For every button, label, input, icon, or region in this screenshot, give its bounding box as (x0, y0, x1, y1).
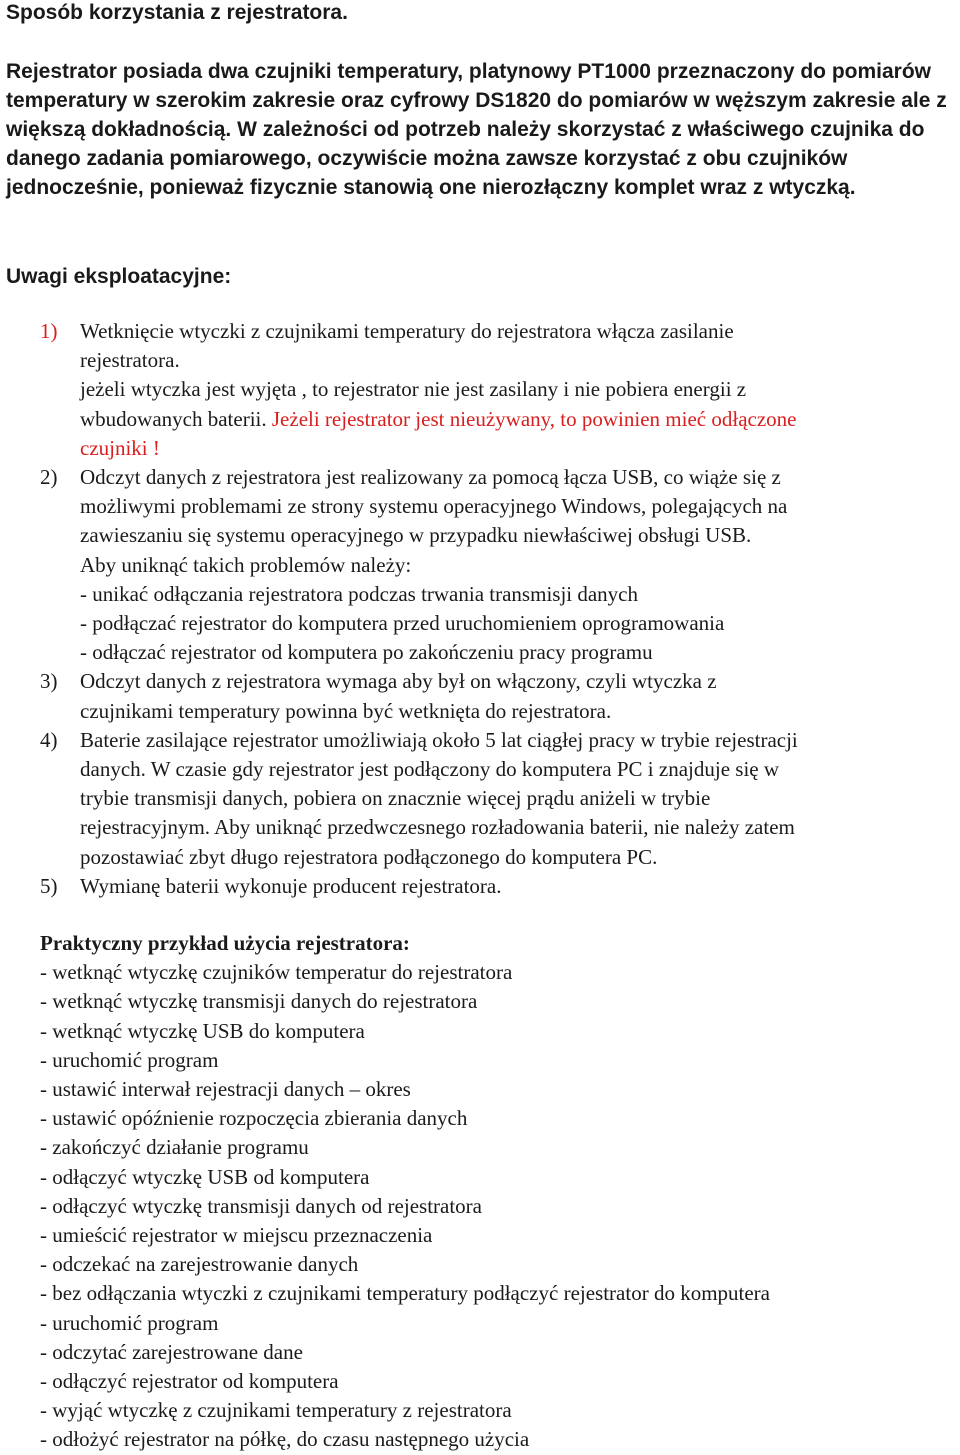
example-step: - wetknąć wtyczkę USB do komputera (40, 1018, 365, 1043)
note-item (40, 463, 955, 667)
notes-list (40, 317, 955, 901)
example-step: - odczytać zarejestrowane dane (40, 1339, 303, 1364)
example-step: - odłożyć rejestrator na półkę, do czasu następnego użycia (40, 1427, 530, 1452)
note-item (40, 872, 955, 901)
page-title: Sposób korzystania z rejestratora. (6, 1, 348, 24)
example-step: - ustawić interwał rejestracji danych – okres (40, 1077, 411, 1102)
note-line: trybie transmisji danych, pobiera on znacznie więcej prądu aniżeli w trybie (80, 786, 711, 811)
note-number: 3) (40, 669, 58, 694)
note-line: pozostawiać zbyt długo rejestratora podłączonego do komputera PC. (80, 844, 658, 869)
example-step: - odłączyć wtyczkę USB od komputera (40, 1164, 370, 1189)
note-text: wbudowanych baterii. (80, 406, 272, 431)
note-item (40, 667, 955, 725)
example-step: - umieścić rejestrator w miejscu przeznaczenia (40, 1223, 433, 1248)
example-step: - wetknąć wtyczkę transmisji danych do rejestratora (40, 989, 478, 1014)
intro-paragraph: Rejestrator posiada dwa czujniki temperatury, platynowy PT1000 przeznaczony do pomiarów temperatury w szerokim zakresie oraz cyfrowy DS1820 do pomiarów w węższym zakresie ale z większą dokładnością. W zależności od potrzeb należy skorzystać z właściwego czujnika do danego zadania pomiarowego, oczywiście można zawsze korzystać z obu czujników jednocześnie, ponieważ fizycznie stanowią one nierozłączny komplet wraz z wtyczką. (6, 60, 947, 199)
note-line: Wymianę baterii wykonuje producent rejestratora. (80, 873, 502, 898)
example-step: - ustawić opóźnienie rozpoczęcia zbierania danych (40, 1106, 468, 1131)
note-line: rejestratora. (80, 348, 180, 373)
example-step: - wetknąć wtyczkę czujników temperatur do rejestratora (40, 960, 513, 985)
example-step: - zakończyć działanie programu (40, 1135, 309, 1160)
example-section (40, 929, 940, 1455)
note-line: rejestracyjnym. Aby uniknąć przedwczesnego rozładowania baterii, nie należy zatem (80, 815, 795, 840)
note-line: danych. W czasie gdy rejestrator jest podłączony do komputera PC i znajduje się w (80, 757, 780, 782)
note-line: zawieszaniu się systemu operacyjnego w przypadku niewłaściwej obsługi USB. (80, 523, 752, 548)
note-line: - podłączać rejestrator do komputera przed uruchomieniem oprogramowania (80, 611, 725, 636)
note-line: - odłączać rejestrator od komputera po zakończeniu pracy programu (80, 640, 653, 665)
note-line: - unikać odłączania rejestratora podczas trwania transmisji danych (80, 581, 639, 606)
note-line: Odczyt danych z rejestratora jest realizowany za pomocą łącza USB, co wiąże się z (80, 465, 781, 490)
note-item (40, 726, 955, 872)
example-step: - bez odłączania wtyczki z czujnikami temperatury podłączyć rejestrator do komputera (40, 1281, 770, 1306)
note-number: 1) (40, 319, 58, 343)
note-line: Wetknięcie wtyczki z czujnikami temperatury do rejestratora włącza zasilanie (80, 319, 734, 343)
note-number: 4) (40, 727, 58, 752)
note-number: 2) (40, 465, 58, 490)
note-line: Odczyt danych z rejestratora wymaga aby był on włączony, czyli wtyczka z (80, 669, 717, 694)
example-step: - odłączyć rejestrator od komputera (40, 1369, 339, 1394)
note-line: jeżeli wtyczka jest wyjęta , to rejestrator nie jest zasilany i nie pobiera energii z (80, 377, 747, 402)
note-line: czujnikami temperatury powinna być wetknięta do rejestratora. (80, 698, 612, 723)
example-step: - uruchomić program (40, 1047, 219, 1072)
example-step: - odczekać na zarejestrowanie danych (40, 1252, 359, 1277)
warning-text: Jeżeli rejestrator jest nieużywany, to powinien mieć odłączone (271, 406, 797, 431)
note-line: możliwymi problemami ze strony systemu operacyjnego Windows, polegających na (80, 494, 788, 519)
example-step: - odłączyć wtyczkę transmisji danych od rejestratora (40, 1193, 482, 1218)
section-heading-uwagi: Uwagi eksploatacyjne: (6, 265, 232, 288)
example-step: - wyjąć wtyczkę z czujnikami temperatury z rejestratora (40, 1398, 512, 1423)
note-line: Baterie zasilające rejestrator umożliwiają około 5 lat ciągłej pracy w trybie rejestracji (80, 727, 798, 752)
example-title: Praktyczny przykład użycia rejestratora: (40, 931, 410, 955)
note-number: 5) (40, 873, 58, 898)
note-line (80, 405, 955, 434)
note-line: Aby uniknąć takich problemów należy: (80, 552, 412, 577)
example-step: - uruchomić program (40, 1310, 219, 1335)
note-item (40, 317, 955, 463)
warning-text: czujniki ! (80, 435, 160, 460)
